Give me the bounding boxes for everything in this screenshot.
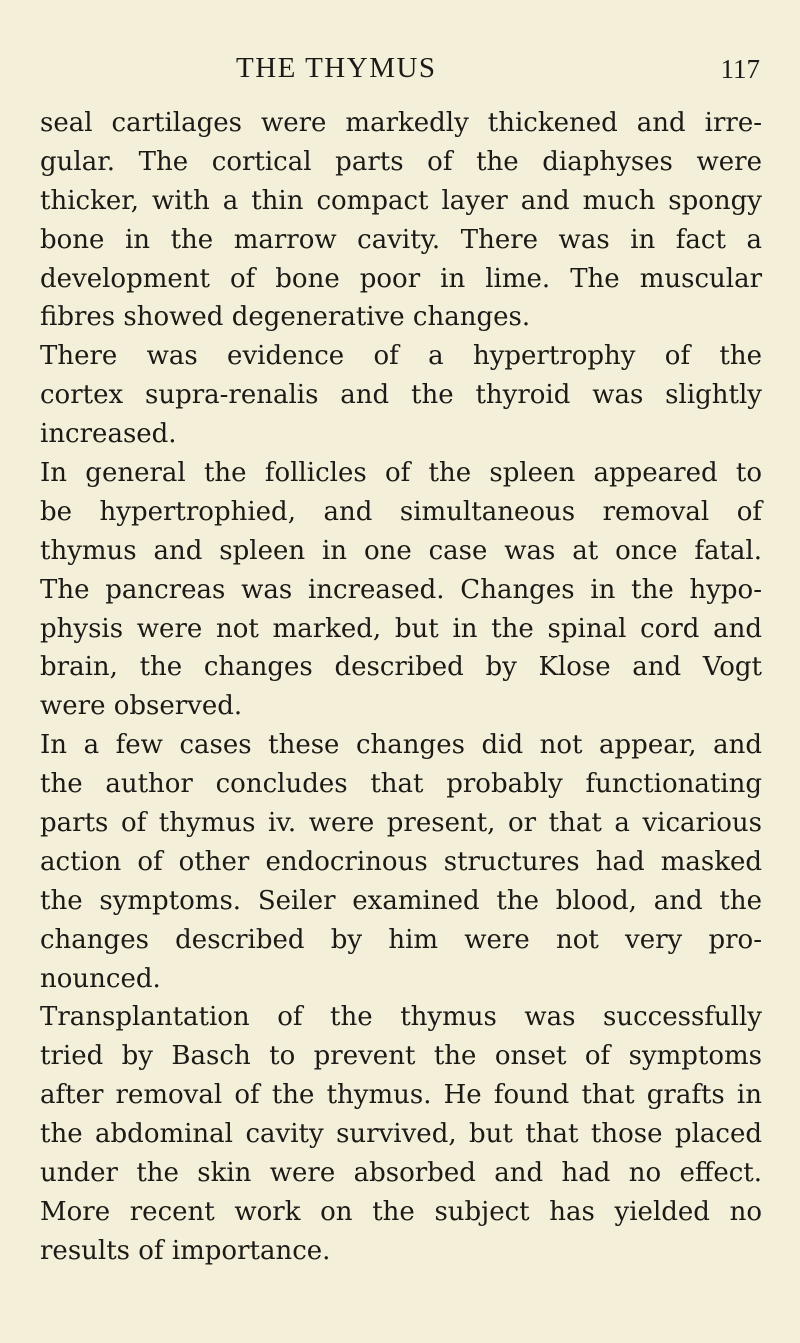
text-line: parts of thymus iv. were present, or that a vicarious	[40, 808, 762, 839]
text-line: the author concludes that probably functionating	[40, 769, 762, 800]
page-number: 117	[720, 54, 760, 84]
text-line: Transplantation of the thymus was successfully	[40, 1002, 762, 1033]
text-line: under the skin were absorbed and had no effect.	[40, 1158, 762, 1189]
text-line: physis were not marked, but in the spinal cord and	[40, 613, 762, 644]
text-line: brain, the changes described by Klose and Vogt	[40, 652, 762, 683]
text-line: after removal of the thymus. He found that grafts in	[40, 1080, 762, 1111]
text-line: seal cartilages were markedly thickened and irre-	[40, 108, 762, 138]
text-line: In a few cases these changes did not appear, and	[40, 730, 762, 761]
text-line: The pancreas was increased. Changes in the hypo-	[40, 574, 762, 605]
text-line: gular. The cortical parts of the diaphyses were	[40, 146, 762, 177]
text-line: increased.	[40, 419, 177, 450]
page-header	[0, 52, 800, 92]
text-line: be hypertrophied, and simultaneous removal of	[40, 496, 762, 527]
text-line: In general the follicles of the spleen appeared to	[40, 458, 762, 489]
text-line: thymus and spleen in one case was at once fatal.	[40, 535, 762, 566]
text-line: There was evidence of a hypertrophy of the	[40, 341, 762, 372]
running-head: THE THYMUS	[236, 52, 437, 84]
body-text	[40, 104, 762, 1271]
text-line: cortex supra-renalis and the thyroid was slightly	[40, 380, 762, 411]
text-line: tried by Basch to prevent the onset of symptoms	[40, 1041, 762, 1072]
text-line: were observed.	[40, 691, 243, 722]
text-line: results of importance.	[40, 1235, 331, 1266]
text-line: fibres showed degenerative changes.	[40, 302, 531, 333]
text-line: the symptoms. Seiler examined the blood, and the	[40, 885, 762, 916]
text-line: nounced.	[40, 963, 161, 994]
text-line: development of bone poor in lime. The muscular	[40, 263, 762, 294]
text-line: thicker, with a thin compact layer and much spongy	[40, 185, 762, 216]
text-line: More recent work on the subject has yielded no	[40, 1196, 762, 1227]
text-line: changes described by him were not very pro-	[40, 924, 762, 955]
text-line: the abdominal cavity survived, but that those placed	[40, 1119, 762, 1150]
text-line: action of other endocrinous structures had masked	[40, 846, 762, 877]
text-line: bone in the marrow cavity. There was in fact a	[40, 224, 762, 255]
